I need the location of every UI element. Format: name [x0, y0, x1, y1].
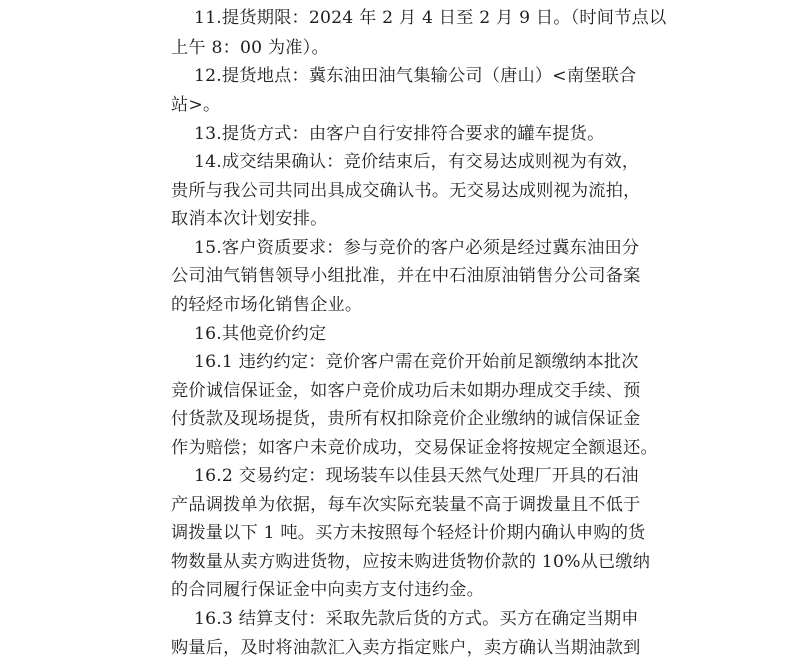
clause-14-line-1: 14.成交结果确认：竞价结束后，有交易达成则视为有效， [194, 152, 640, 172]
clause-15-line-1: 15.客户资质要求：参与竞价的客户必须是经过冀东油田分 [194, 238, 640, 258]
clause-14-line-2: 贵所与我公司共同出具成交确认书。无交易达成则视为流拍， [171, 181, 641, 201]
clause-14-line-3: 取消本次计划安排。 [171, 209, 328, 229]
clause-16-heading: 16.其他竞价约定 [194, 324, 327, 344]
clause-11-line-1: 11.提货期限：2024 年 2 月 4 日至 2 月 9 日。（时间节点以 [194, 8, 667, 28]
clause-16-1-line-3: 付货款及现场提货，贵所有权扣除竞价企业缴纳的诚信保证金 [171, 409, 641, 429]
clause-16-2-line-4: 物数量从卖方购进货物，应按未购进货物价款的 10%从已缴纳 [171, 552, 651, 572]
clause-16-3-line-1: 16.3 结算支付：采取先款后货的方式。买方在确定当期申 [194, 609, 639, 629]
clause-16-3-line-2: 购量后，及时将油款汇入卖方指定账户，卖方确认当期油款到 [171, 638, 641, 658]
clause-16-1-line-1: 16.1 违约约定：竞价客户需在竞价开始前足额缴纳本批次 [194, 352, 639, 372]
clause-16-2-line-3: 调拨量以下 1 吨。买方未按照每个轻烃计价期内确认申购的货 [171, 523, 646, 543]
clause-13-line-1: 13.提货方式：由客户自行安排符合要求的罐车提货。 [194, 124, 605, 144]
clause-16-1-line-4: 作为赔偿；如客户未竞价成功，交易保证金将按规定全额退还。 [171, 438, 658, 458]
clause-12-line-2: 站>。 [171, 95, 221, 115]
clause-16-2-line-5: 的合同履行保证金中向卖方支付违约金。 [171, 580, 484, 600]
clause-16-1-line-2: 竞价诚信保证金，如客户竞价成功后未如期办理成交手续、预 [171, 381, 641, 401]
clause-15-line-3: 的轻烃市场化销售企业。 [171, 295, 363, 315]
clause-12-line-1: 12.提货地点：冀东油田油气集输公司（唐山）<南堡联合 [194, 66, 637, 86]
clause-16-2-line-2: 产品调拨单为依据，每车次实际充装量不高于调拨量且不低于 [171, 495, 641, 515]
clause-16-2-line-1: 16.2 交易约定：现场装车以佳县天然气处理厂开具的石油 [194, 466, 639, 486]
clause-15-line-2: 公司油气销售领导小组批准，并在中石油原油销售分公司备案 [171, 266, 641, 286]
clause-11-line-2: 上午 8：00 为准）。 [171, 38, 329, 58]
